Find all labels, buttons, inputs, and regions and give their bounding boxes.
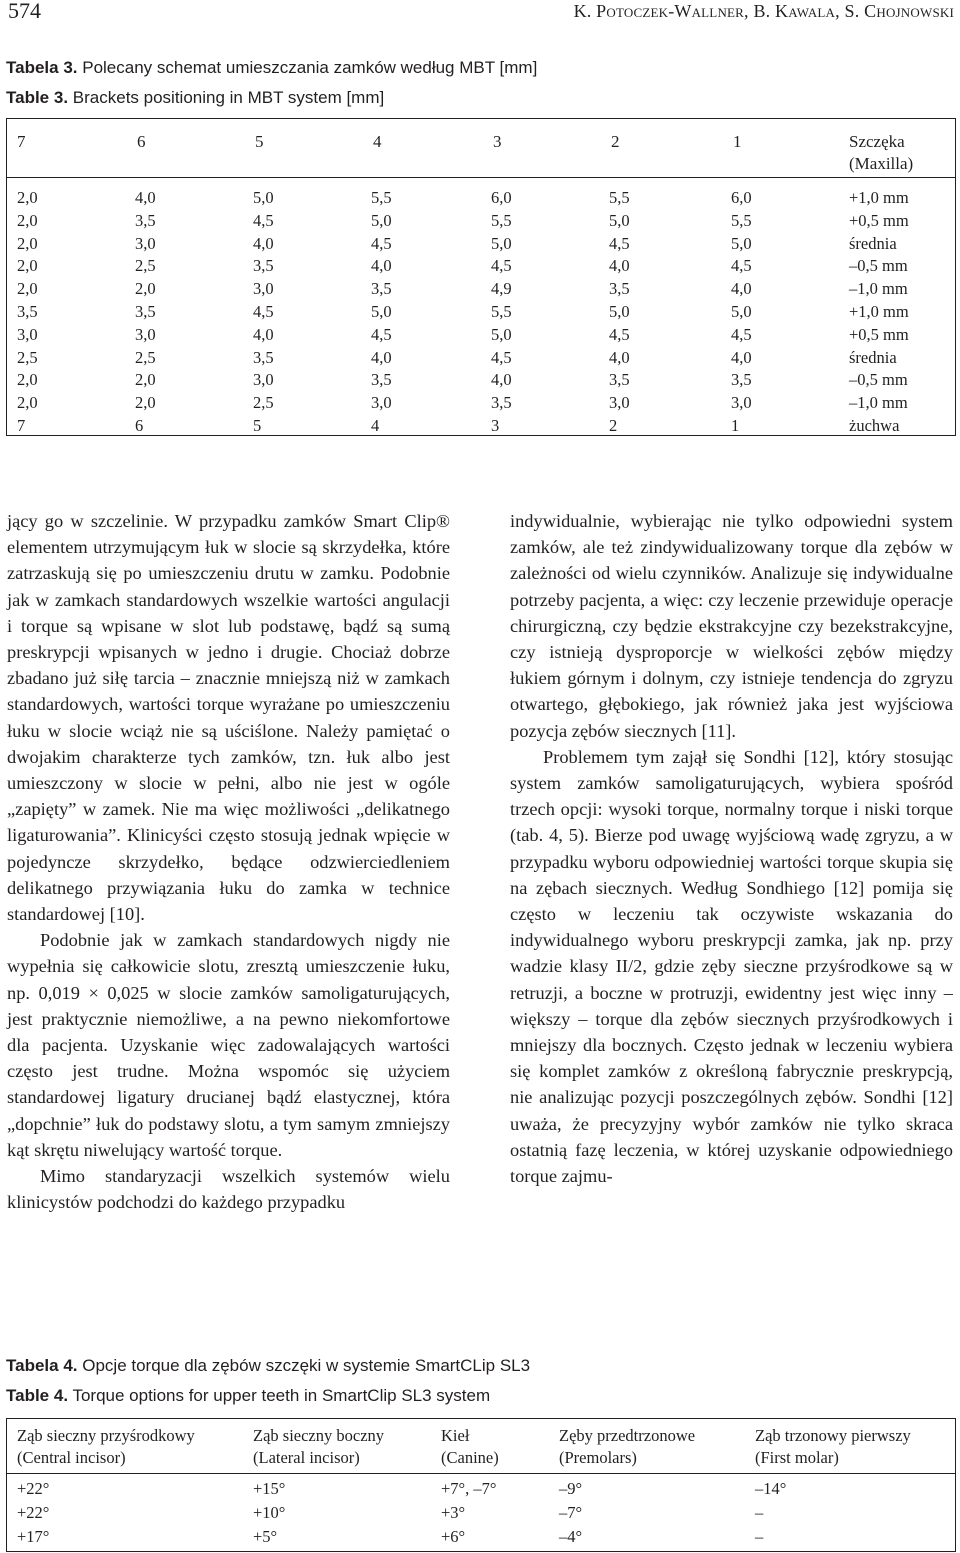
- body-column-left: [7, 508, 450, 1215]
- table3-cell: 1: [731, 415, 740, 435]
- table3-cell: –0,5 mm: [849, 370, 908, 390]
- table4-cell: +22°: [17, 1503, 50, 1522]
- body-paragraph: Mimo standaryzacji wszelkich systemów wielu klinicystów podchodzi do każdego przypadku: [7, 1166, 450, 1213]
- table4-column: [253, 1477, 285, 1549]
- table3-cell: 3,0: [135, 233, 156, 253]
- table3-cell: 5,0: [491, 324, 512, 344]
- table3-cell: 2,0: [17, 233, 38, 253]
- table4-column: [755, 1477, 786, 1549]
- table3-cell: 4,5: [609, 233, 630, 253]
- table4-cell: –9°: [559, 1479, 583, 1498]
- table4-title-pl: Opcje torque dla zębów szczęki w systemie SmartCLip SL3: [82, 1356, 531, 1375]
- table4-caption-pl: [6, 1356, 530, 1376]
- table4-header-cell: [755, 1425, 911, 1469]
- table3-cell: 6,0: [491, 188, 512, 207]
- table3-cell: 5,5: [491, 301, 512, 321]
- table3-cell: –1,0 mm: [849, 279, 908, 299]
- table3-cell: –1,0 mm: [849, 393, 908, 413]
- table3-cell: 7: [17, 415, 26, 435]
- table3-header-maxilla-pl: Szczęka: [849, 132, 905, 151]
- table4-header-en: (Lateral incisor): [253, 1448, 360, 1467]
- table3-cell: 2,5: [253, 393, 274, 413]
- table3-cell: 4,0: [371, 256, 392, 276]
- table3-cell: 4,0: [731, 279, 752, 299]
- table3-cell: 5,0: [371, 210, 392, 230]
- table3: [6, 118, 956, 436]
- table4-column: [441, 1477, 497, 1549]
- table3-cell: 2,0: [135, 370, 156, 390]
- table3-column: [135, 187, 156, 438]
- table3-header-cell: 7: [17, 132, 26, 151]
- table3-cell: +1,0 mm: [849, 188, 909, 207]
- body-paragraph: jący go w szczelinie. W przypadku zamków Smart Clip® elementem utrzymującym łuk w slocie są skrzydełka, które zatrzaskują się po umieszczeniu drutu w zamku. Podobnie jak w zamkach standardowych wszelkie wartości angulacji i torque są wpisane w slot lub podstawę, bądź są sumą preskrypcji wpisanych w jedno i drugie. Chociaż dobrze zbadano już siłę tarcia – znacznie mniejszą niż w zamkach standardowych, wartości torque wyrażane po umieszczeniu łuku w slocie wciąż nie są uściślone. Należy pamiętać o dwojakim charakterze tych zamków, tzn. łuk albo jest umieszczony w slocie w pełni, albo nie jest w ogóle „zapięty” w zamek. Nie ma więc możliwości „delikatnego ligaturowania”. Klinicyści często stosują jednak wpięcie w pojedyncze skrzydełko, będące odzwierciedleniem delikatnego przywiązania łuku do zamka w technice standardowej [10].: [7, 511, 450, 925]
- table3-cell: 4,5: [371, 324, 392, 344]
- table4-header-pl: Ząb sieczny boczny: [253, 1426, 385, 1445]
- table3-cell: +1,0 mm: [849, 301, 909, 321]
- table4-cell: –: [755, 1527, 764, 1546]
- table3-label-en: Table 3.: [6, 88, 69, 107]
- table3-cell: 4,5: [731, 324, 752, 344]
- table3-column: [491, 187, 512, 438]
- table3-header-cell: [849, 131, 913, 175]
- table3-cell: +0,5 mm: [849, 324, 909, 344]
- table4: [6, 1418, 956, 1552]
- table3-cell: 5,0: [731, 233, 752, 253]
- table3-cell: 4,5: [609, 324, 630, 344]
- table3-cell: 6,0: [731, 188, 752, 207]
- table3-cell: 4,5: [253, 210, 274, 230]
- table3-cell: 3,0: [17, 324, 38, 344]
- table3-header-maxilla-en: (Maxilla): [849, 154, 914, 173]
- body-paragraph: Problemem tym zajął się Sondhi [12], który stosując system zamków samoligaturujących, wybiera spośród trzech opcji: wysoki torque, normalny torque i niski torque (tab. 4, 5). Bierze pod uwagę wyjściową wadę zgryzu, a w przypadku wyboru odpowiedniej wartości torque skupia się na zębach siecznych. Według Sondhiego [12] pomija się często w leczeniu tak oczywiste wskazania do indywidualnego wyboru preskrypcji zamka, jak np. przy wadzie klasy II/2, gdzie zęby sieczne przyśrodkowe są w retruzji, a boczne w protruzji, ewidentny jest więc inny – większy – torque dla zębów siecznych przyśrodkowych i mniejszy dla bocznych. Często jednak w leczeniu wybiera się komplet zamków z określoną fabrycznie preskrypcją, nie analizując pozycji poszczególnych zębów. Sondhi [12] uważa, że precyzyjny wybór zamków nie tylko skraca ostatnią fazę leczenia, w której uzyskanie odpowiedniego torque zajmu-: [510, 746, 953, 1187]
- table4-header-en: (Central incisor): [17, 1448, 126, 1467]
- table4-header-pl: Ząb sieczny przyśrodkowy: [17, 1426, 195, 1445]
- table3-cell: 3,5: [371, 370, 392, 390]
- table4-header-cell: [441, 1425, 499, 1469]
- table4-header-cell: [559, 1425, 695, 1469]
- table3-column: [371, 187, 392, 438]
- table4-title-en: Torque options for upper teeth in SmartClip SL3 system: [72, 1386, 491, 1405]
- table3-cell: 5,0: [253, 188, 274, 207]
- table3-cell: 2,0: [17, 210, 38, 230]
- table3-cell: 3,0: [253, 370, 274, 390]
- table3-cell: 2,5: [135, 256, 156, 276]
- table4-cell: –7°: [559, 1503, 583, 1522]
- table4-cell: +15°: [253, 1479, 286, 1498]
- table3-title-en: Brackets positioning in MBT system [mm]: [72, 88, 385, 107]
- table3-column: [253, 187, 274, 438]
- table3-cell: +0,5 mm: [849, 210, 909, 230]
- table3-cell: 5,5: [731, 210, 752, 230]
- table3-cell: 4,0: [609, 256, 630, 276]
- table3-cell: 5,0: [609, 210, 630, 230]
- table4-cell: –: [755, 1503, 764, 1522]
- table3-cell: 2,0: [17, 393, 38, 413]
- table3-cell: 2,0: [17, 188, 38, 207]
- table3-column-jaw: [849, 187, 909, 438]
- table3-header-cell: 3: [493, 132, 502, 151]
- table3-cell: 4,5: [371, 233, 392, 253]
- table3-cell: 5,5: [609, 188, 630, 207]
- table4-header-en: (Canine): [441, 1448, 499, 1467]
- table3-cell: 4,0: [491, 370, 512, 390]
- table4-cell: +5°: [253, 1527, 278, 1546]
- table3-cell: 4,5: [491, 256, 512, 276]
- table4-cell: +10°: [253, 1503, 286, 1522]
- table3-cell: 4,0: [253, 324, 274, 344]
- body-column-right: [510, 508, 953, 1189]
- table3-cell: 4,0: [731, 347, 752, 367]
- table3-header-cell: 5: [255, 132, 264, 151]
- table3-column: [17, 187, 38, 438]
- page-number: 574: [8, 0, 41, 23]
- table3-cell: 4,0: [253, 233, 274, 253]
- table3-header-cell: 6: [137, 132, 146, 151]
- table3-cell: 3,5: [731, 370, 752, 390]
- table3-cell: 3,5: [135, 210, 156, 230]
- table3-cell: 4,5: [253, 301, 274, 321]
- table3-cell: żuchwa: [849, 415, 900, 435]
- table3-cell: 4,0: [371, 347, 392, 367]
- table3-cell: średnia: [849, 347, 897, 367]
- table3-cell: 5,0: [609, 301, 630, 321]
- table3-cell: 3,0: [731, 393, 752, 413]
- table4-cell: –4°: [559, 1527, 583, 1546]
- table3-cell: 2,0: [17, 279, 38, 299]
- table3-title-pl: Polecany schemat umieszczania zamków według MBT [mm]: [82, 58, 538, 77]
- table3-cell: 3,0: [253, 279, 274, 299]
- table3-cell: 3,5: [135, 301, 156, 321]
- table3-cell: 5,0: [731, 301, 752, 321]
- table4-header-pl: Kieł: [441, 1426, 470, 1445]
- table3-cell: średnia: [849, 233, 897, 253]
- table3-column: [609, 187, 630, 438]
- table3-caption-en: [6, 88, 384, 108]
- table4-header-cell: [253, 1425, 384, 1469]
- table3-cell: 4,5: [731, 256, 752, 276]
- body-paragraph: Podobnie jak w zamkach standardowych nigdy nie wypełnia się całkowicie slotu, zresztą umieszczenie łuku, np. 0,019 × 0,025 w slocie zamków samoligaturujących, jest praktycznie niemożliwe, a na pewno niekomfortowe dla pacjenta. Uzyskanie więc zadowalających wartości często jest trudne. Można wspomóc się użyciem standardowej ligatury drucianej bądź elastycznej, która „dopchnie” łuk do podstawy slotu, a tym samym zmniejszy kąt skrętu niwelujący wartość torque.: [7, 930, 450, 1160]
- table4-header-en: (First molar): [755, 1448, 839, 1467]
- table3-cell: 3,0: [609, 393, 630, 413]
- table3-header: [7, 119, 955, 178]
- table3-header-cell: 4: [373, 132, 382, 151]
- table3-cell: 5,0: [491, 233, 512, 253]
- table3-cell: 5,5: [491, 210, 512, 230]
- table3-label-pl: Tabela 3.: [6, 58, 78, 77]
- table3-cell: 2,5: [135, 347, 156, 367]
- table3-cell: 4: [371, 415, 380, 435]
- table3-cell: –0,5 mm: [849, 256, 908, 276]
- table3-cell: 3,5: [491, 393, 512, 413]
- table3-header-cell: 2: [611, 132, 620, 151]
- table4-header-pl: Zęby przedtrzonowe: [559, 1426, 696, 1445]
- table4-label-en: Table 4.: [6, 1386, 69, 1405]
- table3-cell: 3,5: [253, 347, 274, 367]
- table4-label-pl: Tabela 4.: [6, 1356, 78, 1375]
- table4-caption-en: [6, 1386, 490, 1406]
- table4-cell: –14°: [755, 1479, 787, 1498]
- table4-cell: +22°: [17, 1479, 50, 1498]
- table4-header-en: (Premolars): [559, 1448, 637, 1467]
- table3-cell: 3,5: [253, 256, 274, 276]
- table4-cell: +7°, –7°: [441, 1479, 497, 1498]
- table4-cell: +17°: [17, 1527, 50, 1546]
- table4-cell: +6°: [441, 1527, 466, 1546]
- table3-cell: 2,0: [135, 279, 156, 299]
- table3-cell: 4,0: [609, 347, 630, 367]
- table3-cell: 3,5: [609, 279, 630, 299]
- table3-cell: 2,0: [17, 256, 38, 276]
- table3-cell: 3,0: [135, 324, 156, 344]
- table4-cell: +3°: [441, 1503, 466, 1522]
- table3-cell: 5,5: [371, 188, 392, 207]
- table3-header-cell: 1: [733, 132, 742, 151]
- table4-header-cell: [17, 1425, 195, 1469]
- table4-column: [559, 1477, 582, 1549]
- table3-cell: 3,0: [371, 393, 392, 413]
- body-paragraph: indywidualnie, wybierając nie tylko odpowiedni system zamków, ale też zindywidualizowany torque dla zębów w zależności od wielu czynników. Analizuje się indywidualne potrzeby pacjenta, a więc: czy leczenie przewiduje operacje chirurgiczną, czy będzie ekstrakcyjne czy bezekstrakcyjne, czy istnieją dysproporcje w wielkości zębów między łukiem górnym i dolnym, czy istnieje tendencja do zgryzu otwartego, głębokiego, jak również jaka jest wyjściowa pozycja zębów siecznych [11].: [510, 511, 953, 741]
- table3-cell: 4,9: [491, 279, 512, 299]
- table3-cell: 4,0: [135, 188, 156, 207]
- table3-cell: 4,5: [491, 347, 512, 367]
- table3-caption-pl: [6, 58, 537, 78]
- table4-header-pl: Ząb trzonowy pierwszy: [755, 1426, 911, 1445]
- table3-cell: 6: [135, 415, 144, 435]
- table3-column: [731, 187, 752, 438]
- table3-cell: 2,5: [17, 347, 38, 367]
- table3-cell: 2,0: [135, 393, 156, 413]
- table3-cell: 2,0: [17, 370, 38, 390]
- running-head: K. Potoczek-Wallner, B. Kawala, S. Chojnowski: [573, 1, 954, 21]
- table3-cell: 5,0: [371, 301, 392, 321]
- table3-cell: 3,5: [609, 370, 630, 390]
- table4-column: [17, 1477, 49, 1549]
- table3-cell: 3: [491, 415, 500, 435]
- table3-cell: 2: [609, 415, 618, 435]
- table4-header: [7, 1419, 955, 1474]
- table3-cell: 3,5: [17, 301, 38, 321]
- table3-cell: 3,5: [371, 279, 392, 299]
- table3-cell: 5: [253, 415, 262, 435]
